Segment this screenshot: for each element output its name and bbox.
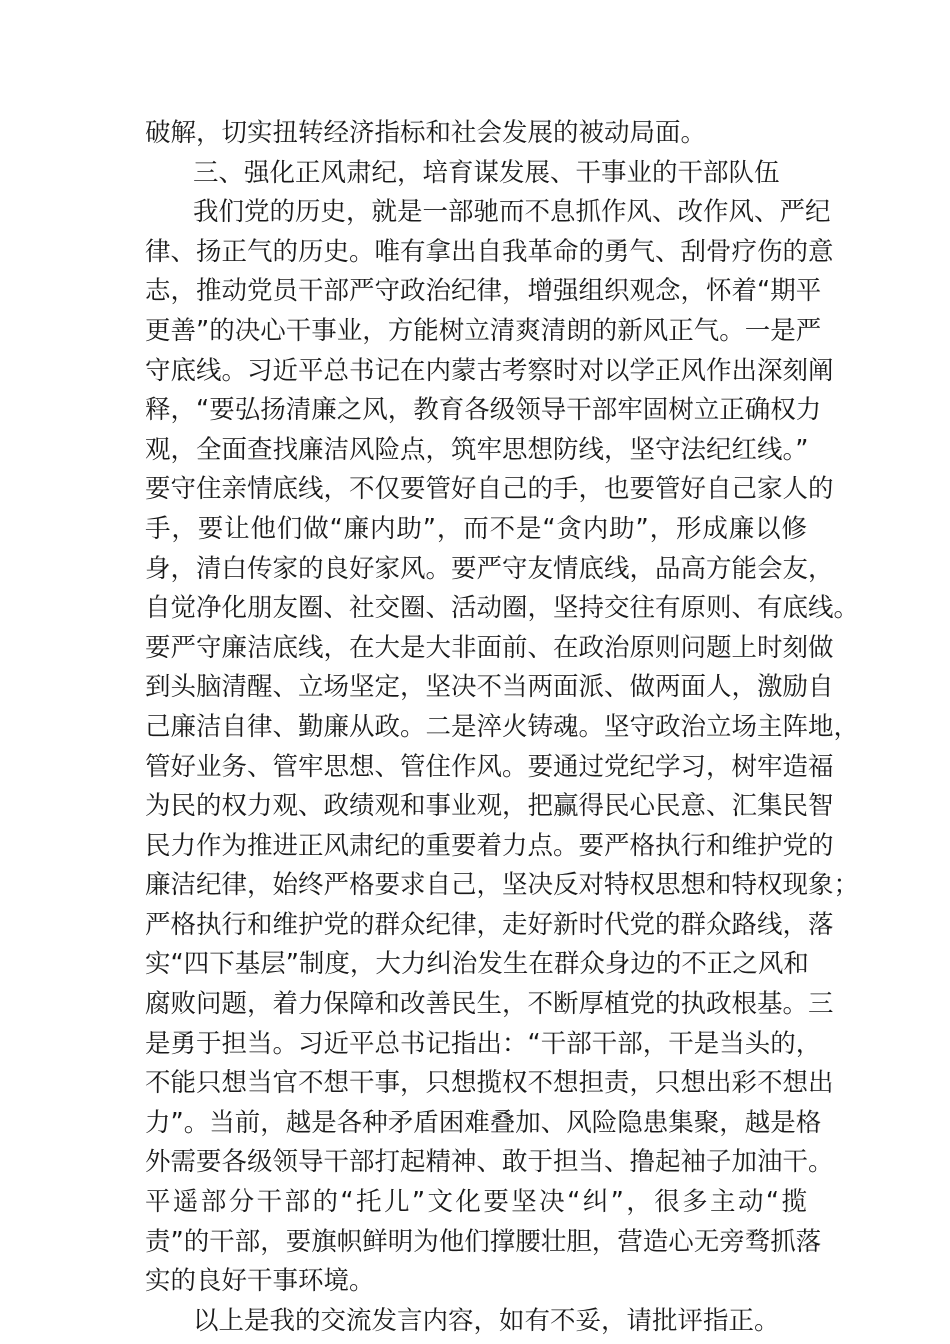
text-line: 守底线。习近平总书记在内蒙古考察时对以学正风作出深刻阐 [145,355,834,386]
text-line: 律、扬正气的历史。唯有拿出自我革命的勇气、刮骨疗伤的意 [145,236,834,267]
text-line: 志，推动党员干部严守政治纪律，增强组织观念，怀着“期平 [145,276,822,307]
text-line: 破解，切实扭转经济指标和社会发展的被动局面。 [145,118,707,148]
text-line: 三、强化正风肃纪，培育谋发展、干事业的干部队伍 [193,157,780,188]
document-body [145,114,860,1341]
text-line: 民力作为推进正风肃纪的重要着力点。要严格执行和维护党的 [145,830,834,861]
text-line: 外需要各级领导干部打起精神、敢于担当、撸起袖子加油干。 [145,1147,834,1178]
text-line: 我们党的历史，就是一部驰而不息抓作风、改作风、严纪 [193,197,831,228]
text-line: 观，全面查找廉洁风险点，筑牢思想防线，坚守法纪红线。” [145,434,809,465]
text-line: 平遥部分干部的“托儿”文化要坚决“纠”，很多主动“揽 [145,1187,807,1218]
text-line: 为民的权力观、政绩观和事业观，把赢得民心民意、汇集民智 [145,791,834,822]
text-line: 以上是我的交流发言内容，如有不妥，请批评指正。 [193,1305,780,1336]
text-line: 实的良好干事环境。 [145,1266,375,1297]
text-line: 严格执行和维护党的群众纪律，走好新时代党的群众路线，落 [145,909,834,940]
text-line: 释，“要弘扬清廉之风，教育各级领导干部牢固树立正确权力 [145,395,822,426]
text-line: 廉洁纪律，始终严格要求自己，坚决反对特权思想和特权现象； [145,870,860,901]
text-line: 责”的干部，要旗帜鲜明为他们撑腰壮胆，营造心无旁骛抓落 [145,1226,822,1257]
text-line: 要严守廉洁底线，在大是大非面前、在政治原则问题上时刻做 [145,632,834,663]
text-line: 是勇于担当。习近平总书记指出：“干部干部，干是当头的， [145,1028,822,1059]
text-line: 实“四下基层”制度，大力纠治发生在群众身边的不正之风和 [145,949,809,980]
text-line: 力”。当前，越是各种矛盾困难叠加、风险隐患集聚，越是格 [145,1107,822,1138]
text-line: 己廉洁自律、勤廉从政。二是淬火铸魂。坚守政治立场主阵地， [145,711,860,742]
text-line: 管好业务、管牢思想、管住作风。要通过党纪学习，树牢造福 [145,751,834,782]
text-line: 自觉净化朋友圈、社交圈、活动圈，坚持交往有原则、有底线。 [145,593,860,624]
text-line: 腐败问题，着力保障和改善民生，不断厚植党的执政根基。三 [145,989,834,1020]
text-line: 要守住亲情底线，不仅要管好自己的手，也要管好自己家人的 [145,474,834,505]
text-line: 身，清白传家的良好家风。要严守友情底线，品高方能会友， [145,553,834,584]
text-line: 到头脑清醒、立场坚定，坚决不当两面派、做两面人，激励自 [145,672,834,703]
text-line: 手，要让他们做“廉内助”，而不是“贪内助”，形成廉以修 [145,513,807,544]
text-line: 更善”的决心干事业，方能树立清爽清朗的新风正气。一是严 [145,315,822,346]
text-line: 不能只想当官不想干事，只想揽权不想担责，只想出彩不想出 [145,1068,834,1099]
